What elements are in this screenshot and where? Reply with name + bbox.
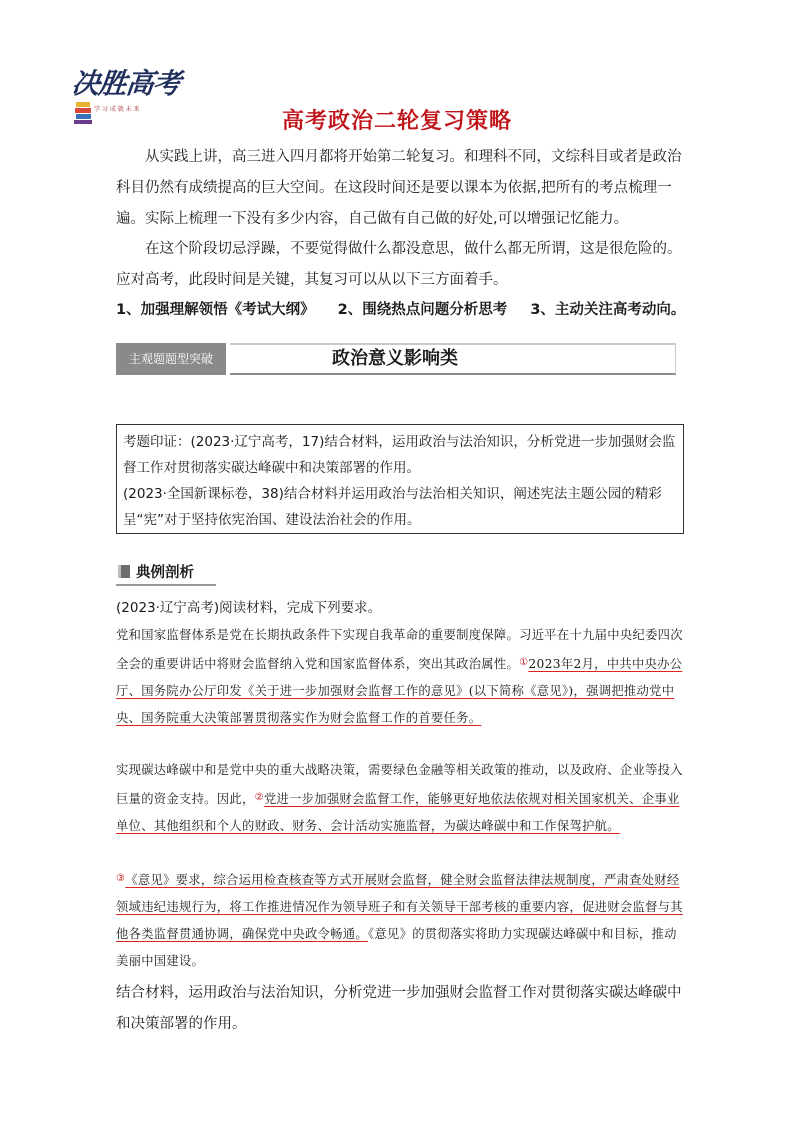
page-title: 高考政治二轮复习策略 <box>281 109 512 134</box>
key-point-3: 3、主动关注高考动向。 <box>530 302 686 318</box>
logo-tagline: 学 习 成 就 未 来 <box>94 106 140 113</box>
underlined-text: 《意见》要求，综合运用检查核查等方式开展财会监督，健全财会监督法律法规制度，严肃查处财经领域违纪违规行为，将工作推进情况作为领导班子和有关领导干部考核的重要内容，促进财会监督与其他各类监督贯通协调，确保党中央政令畅通。 <box>116 873 683 941</box>
section-heading <box>116 559 216 585</box>
material-text: 实现碳达峰碳中和是党中央的重大战略决策，需要绿色金融等相关政策的推动，以及政府、企业等投入巨量的资金支持。因此， <box>116 763 683 806</box>
section-label: 典例剖析 <box>136 565 194 581</box>
underlined-text: 党进一步加强财会监督工作，能够更好地依法依规对相关国家机关、企事业单位、其他组织和个人的财政、财务、会计活动实施监督，为碳达峰碳中和工作保驾护航。 <box>116 792 680 833</box>
exam-reference-2: (2023·全国新课标卷，38)结合材料并运用政治与法治相关知识，阐述宪法主题公园的精彩呈“宪”对于坚持依宪治国、建设法治社会的作用。 <box>123 486 662 528</box>
underlined-text: 2023年2月，中共中央办公厅、国务院办公厅印发《关于进一步加强财会监督工作的意见》(以下简称《意见》)，强调把推动党中央、国务院重大决策部署贯彻落实作为财会监督工作的首要任务。 <box>116 657 683 725</box>
material-paragraph-3 <box>116 865 684 975</box>
example-intro: (2023·辽宁高考)阅读材料，完成下列要求。 <box>116 600 382 616</box>
question-text: 结合材料，运用政治与法治知识，分析党进一步加强财会监督工作对贯彻落实碳达峰碳中和决策部署的作用。 <box>116 985 682 1032</box>
material-paragraph-1 <box>116 622 684 732</box>
key-point-1: 1、加强理解领悟《考试大纲》 <box>116 302 315 318</box>
topic-banner <box>116 340 680 380</box>
banner-label: 主观题题型突破 <box>116 343 226 375</box>
marker-number: ③ <box>116 873 126 884</box>
material-text: 《意见》的贯彻落实将助力实现碳达峰碳中和目标，推动美丽中国建设。 <box>116 927 677 968</box>
section-marker-icon <box>118 565 130 578</box>
logo-text: 决胜高考 <box>70 67 182 100</box>
exam-reference-box <box>116 424 684 534</box>
key-point-2: 2、围绕热点问题分析思考 <box>337 302 508 318</box>
marker-number: ① <box>519 657 529 668</box>
exam-reference-1: 考题印证：(2023·辽宁高考，17)结合材料，运用政治与法治知识，分析党进一步加强财会监督工作对贯彻落实碳达峰碳中和决策部署的作用。 <box>123 434 676 476</box>
material-text: 党和国家监督体系是党在长期执政条件下实现自我革命的重要制度保障。习近平在十九届中央纪委四次全会的重要讲话中将财会监督纳入党和国家监督体系，突出其政治属性。 <box>116 628 683 671</box>
banner-title: 政治意义影响类 <box>332 348 458 369</box>
marker-number: ② <box>254 792 264 803</box>
section-divider <box>116 584 216 586</box>
key-points <box>116 298 684 319</box>
intro-paragraph-2: 在这个阶段切忌浮躁，不要觉得做什么都没意思，做什么都无所谓，这是很危险的。应对高考，此段时间是关键，其复习可以从以下三方面着手。 <box>116 241 682 288</box>
intro-paragraph-1: 从实践上讲，高三进入四月都将开始第二轮复习。和理科不同，文综科目或者是政治科目仍然有成绩提高的巨大空间。在这段时间还是要以课本为依据,把所有的考点梳理一遍。实际上梳理一下没有多少内容，自己做有自己做的好处,可以增强记忆能力。 <box>116 149 682 227</box>
material-paragraph-2 <box>116 757 684 840</box>
